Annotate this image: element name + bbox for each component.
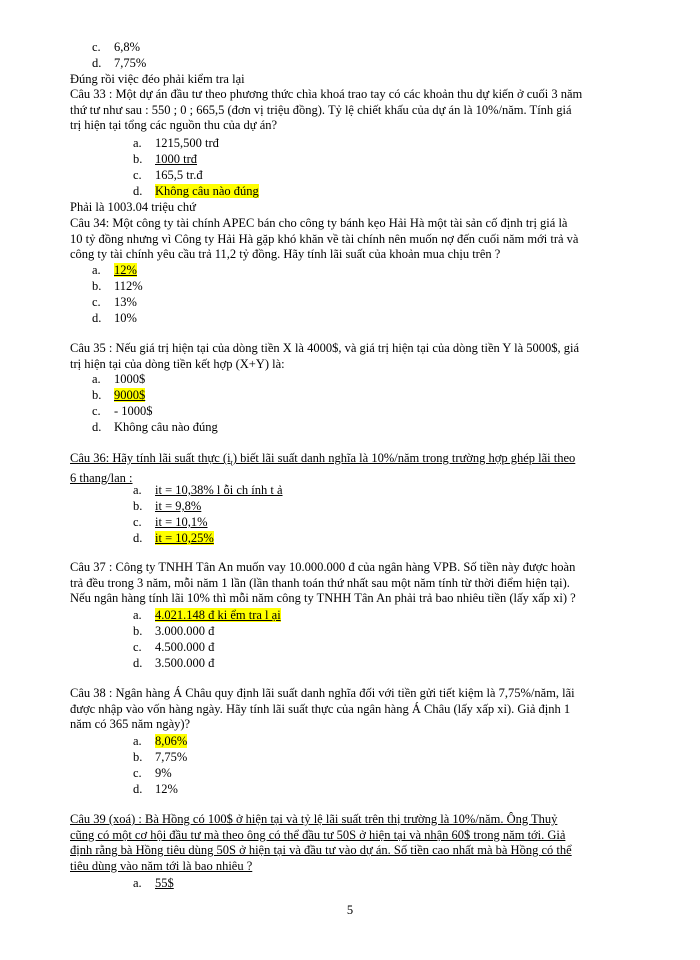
question-35: Câu 35 : Nếu giá trị hiện tại của dòng tiền X là 4000$, và giá trị hiện tại của dòng tiền Y là 5000$, giá trị hiện tại của dòng tiền kết hợp (X+Y) là: bbox=[70, 341, 580, 371]
q35-option-b: b. 9000$ bbox=[92, 388, 146, 402]
q33-option-b: b. 1000 trđ bbox=[133, 152, 198, 166]
q33-note: Phải là 1003.04 triệu chứ bbox=[70, 200, 196, 214]
q38-option-c: c. 9% bbox=[133, 766, 172, 780]
question-39: Câu 39 (xoá) : Bà Hồng có 100$ ở hiện tại và tỷ lệ lãi suất trên thị trường là 10%/năm. Ông Thuỷ cũng có một cơ hội đầu tư mà theo ông có thể đầu tư 50S ở hiện tại và nhận 60$ trong năm tới. Giả định rằng bà Hồng tiêu dùng 50S ở hiện tại và đầu tư vào dự án. Số tiền cao nhất mà bà Hồng có thể tiêu dùng vào năm tới là bao nhiêu ? bbox=[70, 812, 572, 873]
question-37: Câu 37 : Công ty TNHH Tân An muốn vay 10.000.000 đ của ngân hàng VPB. Số tiền này được hoàn trả đều trong 3 năm, mỗi năm 1 lần (lần thanh toán thứ nhất sau một năm tính từ thời điểm hiện tại). Nếu ngân hàng tính lãi 10% thì mỗi năm công ty TNHH Tân An phải trả bao nhiêu tiền (lấy xấp xỉ) ? bbox=[70, 560, 576, 606]
q37-option-c: c. 4.500.000 đ bbox=[133, 640, 215, 654]
q33-option-a: a. 1215,500 trđ bbox=[133, 136, 219, 150]
q38-option-d: d. 12% bbox=[133, 782, 178, 796]
q34-option-b: b. 112% bbox=[92, 279, 143, 293]
q37-option-b: b. 3.000.000 đ bbox=[133, 624, 215, 638]
option-d: d. 7,75% bbox=[92, 56, 147, 70]
q35-option-d: d. Không câu nào đúng bbox=[92, 420, 218, 434]
q36-option-b: b. it = 9,8% bbox=[133, 499, 202, 513]
q34-option-a: a. 12% bbox=[92, 263, 137, 277]
q34-option-c: c. 13% bbox=[92, 295, 137, 309]
note-text: Đúng rồi việc đéo phải kiểm tra lại bbox=[70, 72, 245, 86]
q35-option-a: a. 1000$ bbox=[92, 372, 146, 386]
q36-option-a: a. it = 10,38% l ỗi ch ính t ả bbox=[133, 483, 283, 497]
q34-option-d: d. 10% bbox=[92, 311, 137, 325]
question-33: Câu 33 : Một dự án đầu tư theo phương thức chìa khoá trao tay có các khoản thu dự kiến ở cuối 3 năm thứ tư như sau : 550 ; 0 ; 665,5 (đơn vị triệu đồng). Tỷ lệ chiết khấu của dự án là 10%/năm. Tính giá trị hiện tại tổng các nguồn thu của dự án? bbox=[70, 87, 583, 133]
q36-option-c: c. it = 10,1% bbox=[133, 515, 208, 529]
q39-option-a: a. 55$ bbox=[133, 876, 174, 890]
question-34: Câu 34: Một công ty tài chính APEC bán cho công ty bánh kẹo Hải Hà một tài sản cố định trị giá là 10 tỷ đồng nhưng vì Công ty Hải Hà gặp khó khăn về tài chính nên muốn nợ đến cuối năm mới trả và công ty tài chính yêu cầu trả 11,2 tỷ đồng. Hãy tính lãi suất của khoản mua chịu trên ? bbox=[70, 216, 579, 262]
q37-option-d: d. 3.500.000 đ bbox=[133, 656, 215, 670]
q36-option-d: d. it = 10,25% bbox=[133, 531, 214, 545]
q35-option-c: c. - 1000$ bbox=[92, 404, 153, 418]
question-38: Câu 38 : Ngân hàng Á Châu quy định lãi suất danh nghĩa đối với tiền gửi tiết kiệm là 7,75%/năm, lãi được nhập vào vốn hàng ngày. Hãy tính lãi suất thực của ngân hàng Á Châu (lấy xấp xỉ). Giả định 1 năm có 365 năm ngày)? bbox=[70, 686, 575, 732]
question-36: Câu 36: Hãy tính lãi suất thực $(i_t)$ biết lãi suất danh nghĩa là 10%/năm trong trường hợp ghép lãi theo 6 thang/lan : bbox=[70, 451, 576, 486]
page-number: 5 bbox=[346, 903, 354, 917]
q38-option-a: a. 8,06% bbox=[133, 734, 188, 748]
q33-option-d: d. Không câu nào đúng bbox=[133, 184, 259, 198]
option-c: c. 6,8% bbox=[92, 40, 141, 54]
q38-option-b: b. 7,75% bbox=[133, 750, 188, 764]
q33-option-c: c. 165,5 tr.đ bbox=[133, 168, 203, 182]
q37-option-a: a. 4.021.148 đ ki ểm tra l ại bbox=[133, 608, 281, 622]
